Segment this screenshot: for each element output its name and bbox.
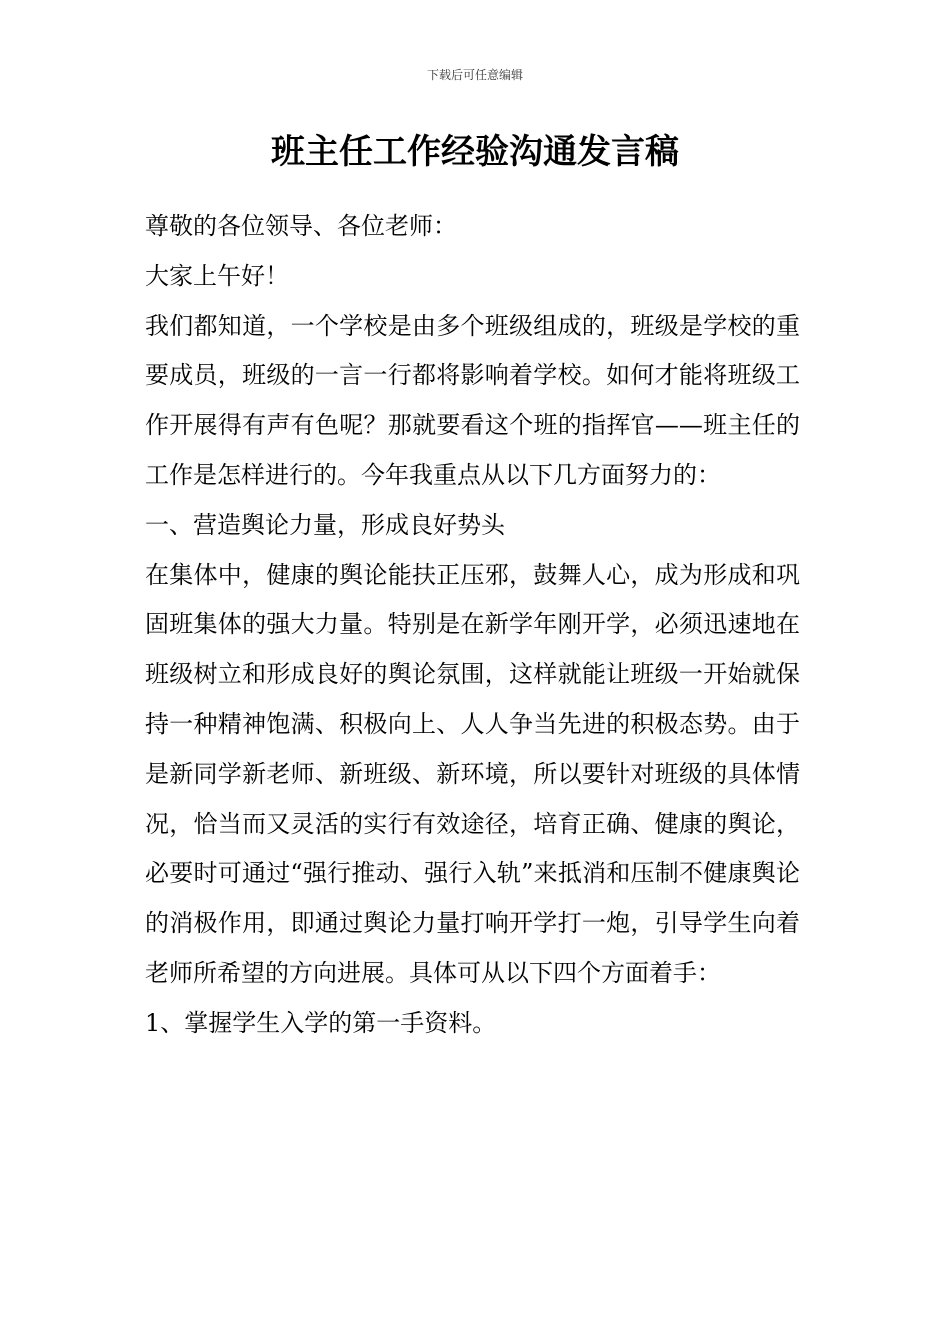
- page-header-note: 下载后可任意编辑: [426, 68, 523, 82]
- section-1-paragraph: 在集体中，健康的舆论能扶正压邪，鼓舞人心，成为形成和巩固班集体的强大力量。特别是在新学年刚开学，必须迅速地在班级树立和形成良好的舆论氛围，这样就能让班级一开始就保持一种精神饱满、积极向上、人人争当先进的积极态势。由于是新同学新老师、新班级、新环境，所以要针对班级的具体情况，恰当而又灵活的实行有效途径，培育正确、健康的舆论，必要时可通过“强行推动、强行入轨”来抵消和压制不健康舆论的消极作用，即通过舆论力量打响开学打一炮，引导学生向着老师所希望的方向进展。具体可从以下四个方面着手：: [145, 560, 800, 987]
- document-body: [145, 202, 800, 1049]
- list-item-1: 1、掌握学生入学的第一手资料。: [145, 1008, 497, 1037]
- section-heading-1: 一、营造舆论力量，形成良好势头: [145, 510, 505, 539]
- greeting: 大家上午好！: [145, 261, 289, 290]
- intro-paragraph: 我们都知道，一个学校是由多个班级组成的，班级是学校的重要成员，班级的一言一行都将影响着学校。如何才能将班级工作开展得有声有色呢？那就要看这个班的指挥官——班主任的工作是怎样进行的。今年我重点从以下几方面努力的：: [145, 311, 800, 489]
- document-title: 班主任工作经验沟通发言稿: [271, 132, 679, 172]
- salutation: 尊敬的各位领导、各位老师：: [145, 212, 457, 240]
